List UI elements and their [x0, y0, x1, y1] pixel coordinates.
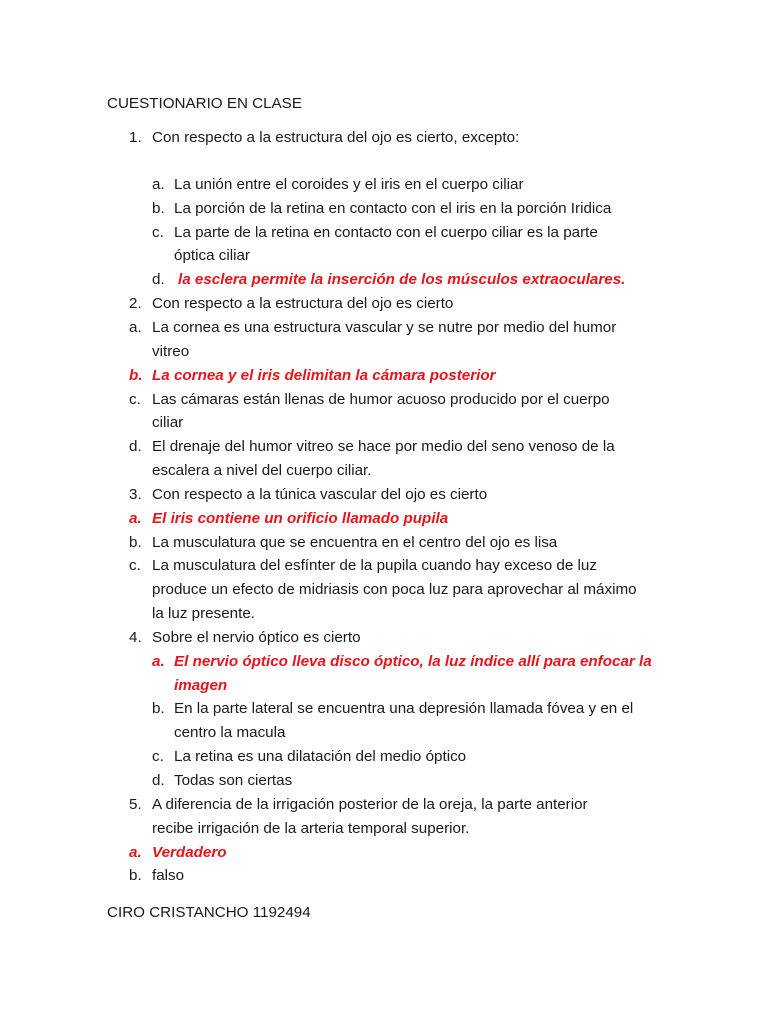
- question-1-number: 1.: [129, 129, 142, 146]
- q2-option-a-text-line-2: vitreo: [152, 343, 190, 360]
- q1-option-a-text: La unión entre el coroides y el iris en el cuerpo ciliar: [174, 176, 524, 193]
- q2-option-c-text-line-2: ciliar: [152, 414, 184, 431]
- q3-option-c-marker: c.: [129, 557, 141, 574]
- q4-option-d-marker: d.: [152, 772, 165, 789]
- q3-option-c-text-line-3: la luz presente.: [152, 605, 255, 622]
- q3-option-b-marker: b.: [129, 534, 142, 551]
- q2-option-b-answer-text: La cornea y el iris delimitan la cámara posterior: [152, 367, 496, 384]
- q1-option-b-marker: b.: [152, 200, 165, 217]
- q5-option-b-text: falso: [152, 867, 185, 884]
- q2-option-b-marker: b.: [129, 367, 143, 384]
- q5-option-b-marker: b.: [129, 867, 142, 884]
- question-5-number: 5.: [129, 796, 142, 813]
- q4-option-a-marker: a.: [152, 653, 165, 670]
- q3-option-c-text-line-1: La musculatura del esfínter de la pupila cuando hay exceso de luz: [152, 557, 597, 574]
- q3-option-b-text: La musculatura que se encuentra en el centro del ojo es lisa: [152, 534, 558, 551]
- q4-option-a-answer-text-line-1: El nervio óptico lleva disco óptico, la luz índice allí para enfocar la: [174, 653, 652, 670]
- question-3-text: Con respecto a la túnica vascular del ojo es cierto: [152, 486, 488, 503]
- question-4-text: Sobre el nervio óptico es cierto: [152, 629, 361, 646]
- q2-option-d-text-line-1: El drenaje del humor vitreo se hace por medio del seno venoso de la: [152, 438, 615, 455]
- question-1-text: Con respecto a la estructura del ojo es cierto, excepto:: [152, 129, 520, 146]
- q1-option-b-text: La porción de la retina en contacto con el iris en la porción Iridica: [174, 200, 612, 217]
- q2-option-a-marker: a.: [129, 319, 142, 336]
- q2-option-d-marker: d.: [129, 438, 142, 455]
- q4-option-d-text: Todas son ciertas: [174, 772, 293, 789]
- question-4-number: 4.: [129, 629, 142, 646]
- q4-option-c-marker: c.: [152, 748, 164, 765]
- q3-option-a-marker: a.: [129, 510, 142, 527]
- q1-option-a-marker: a.: [152, 176, 165, 193]
- question-5-text-line-1: A diferencia de la irrigación posterior de la oreja, la parte anterior: [152, 796, 588, 813]
- q1-option-c-text-line-1: La parte de la retina en contacto con el cuerpo ciliar es la parte: [174, 224, 598, 241]
- q3-option-a-answer-text: El iris contiene un orificio llamado pupila: [152, 510, 449, 527]
- author-footer: CIRO CRISTANCHO 1192494: [107, 904, 311, 921]
- q4-option-b-marker: b.: [152, 700, 165, 717]
- document-title: CUESTIONARIO EN CLASE: [107, 95, 302, 112]
- q5-option-a-marker: a.: [129, 844, 142, 861]
- question-2-text: Con respecto a la estructura del ojo es cierto: [152, 295, 454, 312]
- q1-option-c-text-line-2: óptica ciliar: [174, 247, 250, 264]
- q4-option-c-text: La retina es una dilatación del medio óptico: [174, 748, 467, 765]
- q2-option-d-text-line-2: escalera a nivel del cuerpo ciliar.: [152, 462, 372, 479]
- q4-option-b-text-line-1: En la parte lateral se encuentra una depresión llamada fóvea y en el: [174, 700, 634, 717]
- q3-option-c-text-line-2: produce un efecto de midriasis con poca luz para aprovechar al máximo: [152, 581, 637, 598]
- q2-option-c-text-line-1: Las cámaras están llenas de humor acuoso producido por el cuerpo: [152, 391, 610, 408]
- question-2-number: 2.: [129, 295, 142, 312]
- q2-option-a-text-line-1: La cornea es una estructura vascular y se nutre por medio del humor: [152, 319, 617, 336]
- q1-option-d-answer-text: la esclera permite la inserción de los músculos extraoculares.: [178, 271, 626, 288]
- q2-option-c-marker: c.: [129, 391, 141, 408]
- q4-option-a-answer-text-line-2: imagen: [174, 677, 228, 694]
- question-5-text-line-2: recibe irrigación de la arteria temporal superior.: [152, 820, 470, 837]
- question-3-number: 3.: [129, 486, 142, 503]
- q1-option-d-marker: d.: [152, 271, 165, 288]
- q1-option-c-marker: c.: [152, 224, 164, 241]
- q5-option-a-answer-text: Verdadero: [152, 844, 227, 861]
- q4-option-b-text-line-2: centro la macula: [174, 724, 286, 741]
